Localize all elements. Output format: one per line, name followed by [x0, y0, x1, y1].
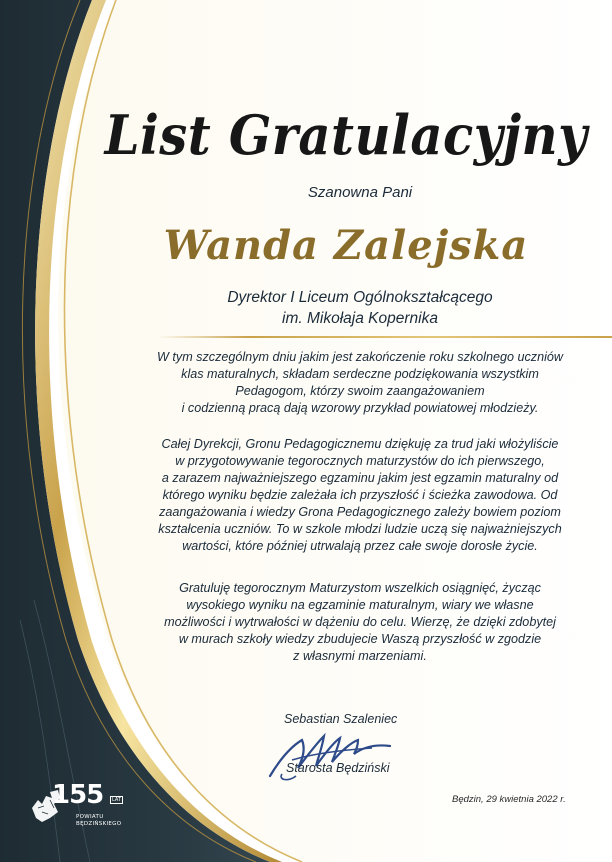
body-line: w przygotowywanie tegorocznych maturzystów do ich pierwszego,	[175, 454, 545, 468]
date-place: Będzin, 29 kwietnia 2022 r.	[452, 794, 566, 805]
body-line: klas maturalnych, składam serdeczne podziękowania wszystkim	[181, 367, 539, 381]
body-line: i codzienną pracą dają wzorowy przykład powiatowej młodzieży.	[181, 401, 539, 415]
body-line: W tym szczególnym dniu jakim jest zakończenie roku szkolnego uczniów	[157, 350, 563, 364]
body-line: możliwości i wytrwałości w dążeniu do celu. Wierzę, że dzięki zdobytej	[164, 615, 556, 629]
handwritten-signature	[262, 716, 402, 788]
recipient-name: Wanda Zalejska	[163, 222, 529, 269]
signatory-name: Sebastian Szaleniec	[284, 712, 398, 726]
body-line: z własnymi marzeniami.	[293, 649, 427, 663]
logo-subtitle: BĘDZIŃSKIEGO	[76, 821, 122, 827]
body-line: w murach szkoły wiedzy zbudujecie Waszą przyszłość w zgodzie	[178, 632, 542, 646]
body-line: a zarazem najważniejszego egzaminu jakim jest egzamin maturalny od	[161, 471, 559, 485]
document-title: List Gratulacyjny	[104, 103, 588, 167]
logo-number: 155	[52, 780, 104, 810]
body-line: kształcenia uczniów. To w szkole młodzi ludzie uczą się najważniejszych	[158, 522, 562, 536]
gold-divider	[158, 336, 612, 338]
body-line: zaangażowania i wiedzy Grona Pedagogicznego zależy bowiem poziom	[159, 505, 561, 519]
signatory-title: Starosta Będziński	[286, 761, 390, 775]
body-line: wysokiego wyniku na egzaminie maturalnym, wiary we własne	[186, 598, 534, 612]
body-line: Całej Dyrekcji, Gronu Pedagogicznemu dziękuję za trud jaki włożyliście	[161, 437, 559, 451]
body-line: Pedagogom, którzy swoim zaangażowaniem	[235, 384, 485, 398]
salutation: Szanowna Pani	[307, 184, 413, 201]
body-line: Gratuluję tegorocznym Maturzystom wszelkich osiągnięć, życząc	[179, 581, 541, 595]
body-line: którego wyniku będzie zależała ich przyszłość i ścieżka zawodowa. Od	[162, 488, 558, 502]
logo-subtitle: POWIATU	[76, 814, 104, 820]
recipient-role-line: im. Mikołaja Kopernika	[282, 310, 438, 327]
logo-number-suffix: LAT	[112, 797, 121, 803]
body-line: wartości, które później utrwalają przez całe swoje dorosłe życie.	[182, 539, 538, 553]
recipient-role-line: Dyrektor I Liceum Ogólnokształcącego	[227, 289, 493, 306]
